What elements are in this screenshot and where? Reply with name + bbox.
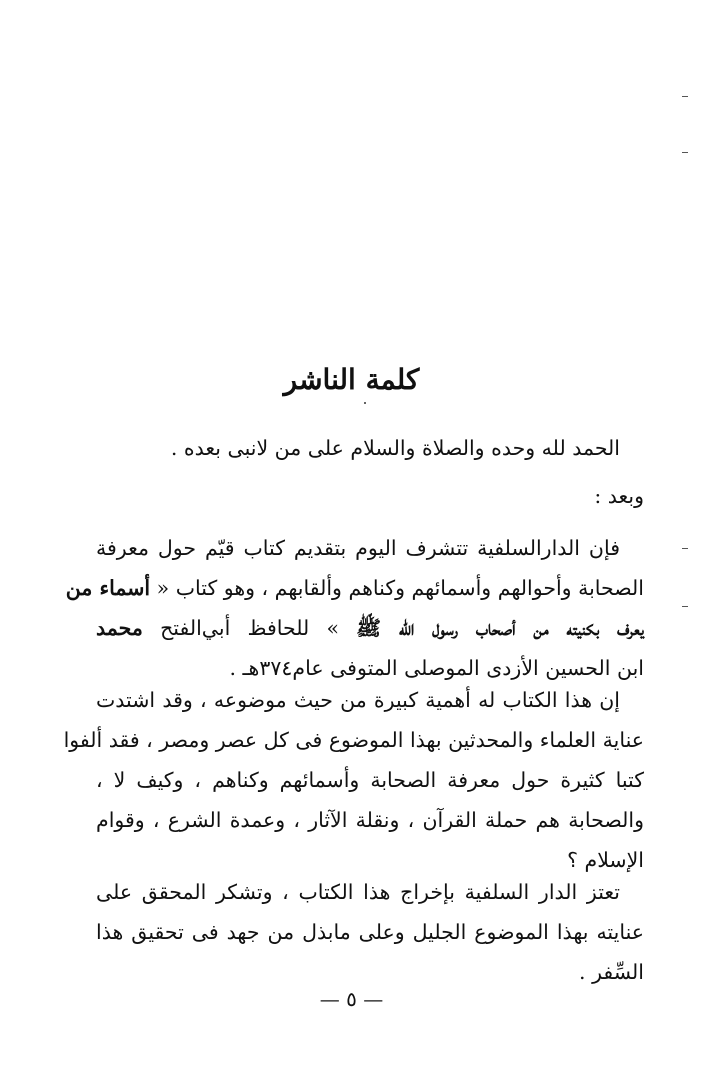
scan-dot <box>364 402 366 404</box>
opening-line: الحمد لله وحده والصلاة والسلام على من لانبى بعده . <box>170 436 620 460</box>
paragraph-line: كتبا كثيرة حول معرفة الصحابة وأسمائهم وكناهم ، وكيف لا ، <box>96 768 644 792</box>
paragraph-line: إن هذا الكتاب له أهمية كبيرة من حيث موضوعه ، وقد اشتدت <box>96 688 620 712</box>
scan-mark <box>682 548 688 549</box>
scan-mark <box>682 152 688 153</box>
page-title: كلمة الناشر <box>283 363 420 396</box>
paragraph-line <box>65 568 644 608</box>
paragraph-line: تعتز الدار السلفية بإخراج هذا الكتاب ، وتشكر المحقق على <box>96 880 620 904</box>
scan-mark <box>682 96 688 97</box>
paragraph-3 <box>96 872 644 992</box>
scan-mark <box>682 606 688 607</box>
salutation-block <box>96 476 644 516</box>
opening-block <box>96 428 644 468</box>
paragraph-line: الإسلام ؟ <box>567 848 644 872</box>
book-title-bold: يعرف بكنيته من أصحاب رسول الله ﷺ <box>356 616 644 640</box>
paragraph-line: والصحابة هم حملة القرآن ، ونقلة الآثار ، وعمدة الشرع ، وقوام <box>96 808 644 832</box>
page-number: — ٥ — <box>319 987 384 1011</box>
paragraph-line: فإن الدارالسلفية تتشرف اليوم بتقديم كتاب قيّم حول معرفة <box>96 536 620 560</box>
author-name-bold: محمد <box>96 616 143 640</box>
book-title-bold: أسماء من <box>65 576 151 600</box>
paragraph-line: السِّفر . <box>579 960 644 984</box>
paragraph-line-text: الصحابة وأحوالهم وأسمائهم وكناهم وألقابهم ، وهو كتاب « أسماء من <box>65 576 644 600</box>
paragraph-line-text: » للحافظ أبي‌الفتح <box>160 616 340 640</box>
salutation-line: وبعد : <box>594 484 644 508</box>
paragraph-1 <box>65 528 644 688</box>
paragraph-line: عناية العلماء والمحدثين بهذا الموضوع فى كل عصر ومصر ، فقد ألفوا <box>63 728 644 752</box>
paragraph-line: عنايته بهذا الموضوع الجليل وعلى مابذل من جهد فى تحقيق هذا <box>96 920 644 944</box>
paragraph-line <box>96 608 644 648</box>
paragraph-2 <box>63 680 644 880</box>
paragraph-line: ابن الحسين الأزدى الموصلى المتوفى عام٣٧٤هـ . <box>229 656 644 680</box>
